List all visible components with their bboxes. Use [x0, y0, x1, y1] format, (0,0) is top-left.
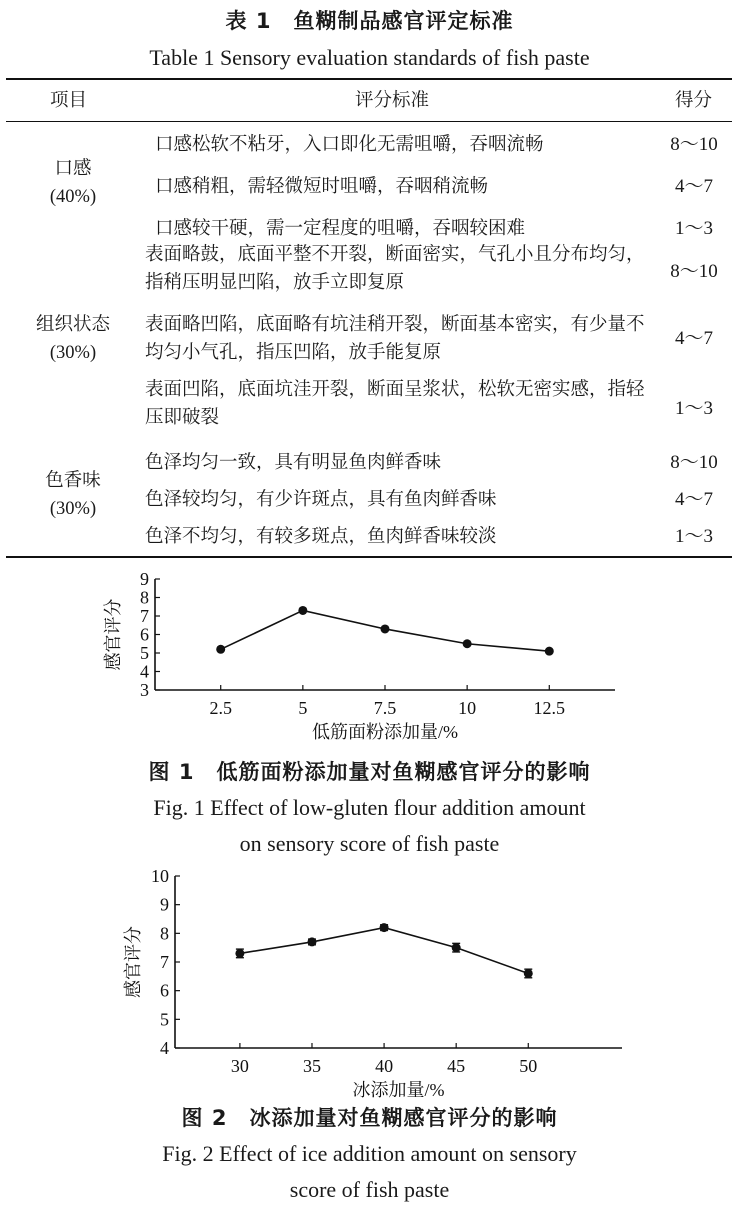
figure-1-caption-en-line2: on sensory score of fish paste — [239, 831, 500, 856]
criterion-row: 色泽较均匀，有少许斑点，具有鱼肉鲜香味 — [145, 489, 497, 510]
figure-2-caption-en-line2: score of fish paste — [289, 1177, 450, 1202]
table-bottom-rule — [6, 556, 732, 558]
data-point — [235, 949, 244, 958]
score-row: 8～10 — [670, 261, 718, 282]
item-taste — [8, 155, 138, 211]
score-row: 1～3 — [674, 218, 713, 239]
y-tick-label: 9 — [160, 894, 169, 915]
item-flavor-weight: (30%) — [49, 499, 97, 519]
data-point — [307, 937, 316, 946]
data-point — [463, 639, 472, 648]
table-header-rule — [6, 121, 732, 122]
data-point — [216, 645, 225, 654]
y-axis-title: 感官评分 — [103, 598, 123, 671]
criterion-row: 表面凹陷，底面坑洼开裂，断面呈浆状，松软无密实感，指轻压即破裂 — [145, 379, 645, 428]
y-tick-label: 3 — [140, 680, 149, 700]
x-tick-label: 35 — [302, 1056, 321, 1076]
item-texture-weight: (30%) — [49, 343, 97, 363]
table-title-en: Table 1 Sensory evaluation standards of fish paste — [149, 45, 590, 70]
data-point — [380, 923, 389, 932]
item-taste-label: 口感 — [54, 158, 92, 179]
figure-1-caption-en-line1: Fig. 1 Effect of low-gluten flour addition amount — [153, 795, 586, 820]
score-row: 4～7 — [674, 328, 713, 349]
header-criteria: 评分标准 — [355, 90, 430, 111]
x-tick-label: 12.5 — [533, 698, 566, 718]
criterion-row: 口感稍粗，需轻微短时咀嚼，吞咽稍流畅 — [155, 176, 489, 197]
x-tick-label: 30 — [230, 1056, 249, 1076]
y-tick-label: 6 — [160, 980, 169, 1001]
item-taste-weight: (40%) — [49, 187, 97, 207]
figure-2-chart — [0, 862, 739, 1102]
x-tick-label: 7.5 — [373, 698, 397, 718]
figure-1-caption-cn: 图 1 低筋面粉添加量对鱼糊感官评分的影响 — [148, 760, 591, 784]
data-point — [524, 969, 533, 978]
score-row: 8～10 — [670, 452, 718, 473]
data-point — [298, 606, 307, 615]
table-top-rule — [6, 78, 732, 80]
score-row: 1～3 — [674, 398, 713, 419]
x-tick-label: 5 — [298, 698, 308, 718]
header-item: 项目 — [50, 90, 88, 111]
item-flavor — [8, 467, 138, 523]
x-axis-title: 低筋面粉添加量/% — [312, 722, 458, 742]
criterion-row: 口感较干硬，需一定程度的咀嚼，吞咽较困难 — [155, 218, 526, 239]
y-tick-label: 7 — [160, 952, 169, 972]
table-title-cn: 表 1 鱼糊制品感官评定标准 — [225, 9, 514, 33]
criterion-row: 表面略鼓，底面平整不开裂，断面密实，气孔小且分布均匀，指稍压明显凹陷，放手立即复原 — [145, 244, 645, 293]
y-axis-title: 感官评分 — [123, 926, 143, 998]
criterion-row: 色泽均匀一致，具有明显鱼肉鲜香味 — [145, 452, 442, 473]
score-row: 4～7 — [674, 489, 713, 510]
header-score: 得分 — [675, 90, 713, 111]
item-flavor-label: 色香味 — [45, 470, 101, 491]
criterion-row: 表面略凹陷，底面略有坑洼稍开裂，断面基本密实，有少量不均匀小气孔，指压凹陷，放手能复原 — [145, 314, 645, 363]
x-tick-label: 50 — [519, 1056, 538, 1076]
score-row: 8～10 — [670, 134, 718, 155]
y-tick-label: 10 — [151, 866, 169, 886]
x-tick-label: 2.5 — [209, 698, 232, 718]
y-tick-label: 4 — [140, 661, 149, 682]
criterion-row: 口感松软不粘牙，入口即化无需咀嚼，吞咽流畅 — [155, 134, 544, 155]
x-axis-title: 冰添加量/% — [352, 1080, 445, 1100]
y-tick-label: 8 — [140, 587, 149, 608]
y-tick-label: 7 — [140, 606, 149, 626]
data-point — [545, 647, 554, 656]
figure-2-caption-en-line1: Fig. 2 Effect of ice addition amount on sensory — [162, 1141, 577, 1166]
y-tick-label: 4 — [160, 1038, 169, 1058]
y-tick-label: 6 — [140, 624, 149, 645]
item-texture-label: 组织状态 — [35, 314, 110, 335]
figure-2-caption-cn: 图 2 冰添加量对鱼糊感官评分的影响 — [181, 1106, 558, 1130]
x-tick-label: 40 — [375, 1056, 394, 1076]
x-tick-label: 45 — [447, 1056, 466, 1076]
figure-1-chart — [0, 565, 739, 755]
item-texture — [8, 311, 138, 367]
data-point — [381, 624, 390, 633]
y-tick-label: 5 — [160, 1009, 169, 1030]
data-point — [452, 943, 461, 952]
score-row: 1～3 — [674, 526, 713, 547]
y-tick-label: 5 — [140, 643, 149, 663]
score-row: 4～7 — [674, 176, 713, 197]
criterion-row: 色泽不均匀，有较多斑点，鱼肉鲜香味较淡 — [145, 526, 497, 547]
y-tick-label: 8 — [160, 923, 169, 944]
y-tick-label: 9 — [140, 569, 149, 589]
x-tick-label: 10 — [458, 698, 477, 718]
series-line — [240, 928, 528, 974]
